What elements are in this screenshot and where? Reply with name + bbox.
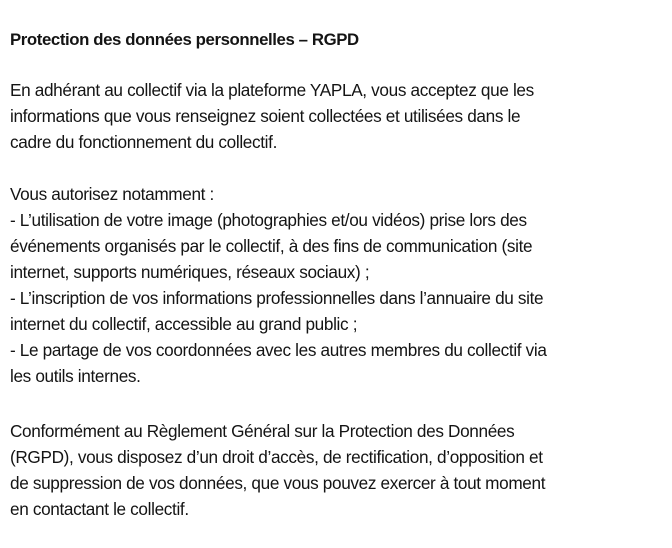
list-item-contact-sharing: - Le partage de vos coordonnées avec les autres membres du collectif via [10,340,547,360]
text-line: internet, supports numériques, réseaux sociaux) ; [10,262,370,282]
text-line: cadre du fonctionnement du collectif. [10,132,277,152]
rgpd-document [10,27,665,522]
paragraph-rights [10,418,665,522]
text-line: internet du collectif, accessible au grand public ; [10,314,358,334]
paragraph-consent [10,77,665,155]
text-line: informations que vous renseignez soient collectées et utilisées dans le [10,106,521,126]
text-line: en contactant le collectif. [10,499,189,519]
text-line: événements organisés par le collectif, à des fins de communication (site [10,236,533,256]
text-line: de suppression de vos données, que vous pouvez exercer à tout moment [10,473,546,493]
text-line: En adhérant au collectif via la plateforme YAPLA, vous acceptez que les [10,80,534,100]
text-line: les outils internes. [10,366,141,386]
document-title: Protection des données personnelles – RGPD [10,30,359,49]
list-item-directory-listing: - L’inscription de vos informations professionnelles dans l’annuaire du site [10,288,544,308]
paragraph-authorizations [10,181,665,389]
list-item-image-use: - L’utilisation de votre image (photographies et/ou vidéos) prise lors des [10,210,527,230]
text-line: Conformément au Règlement Général sur la Protection des Données [10,421,515,441]
text-line: (RGPD), vous disposez d’un droit d’accès, de rectification, d’opposition et [10,447,543,467]
text-line: Vous autorisez notamment : [10,184,214,204]
